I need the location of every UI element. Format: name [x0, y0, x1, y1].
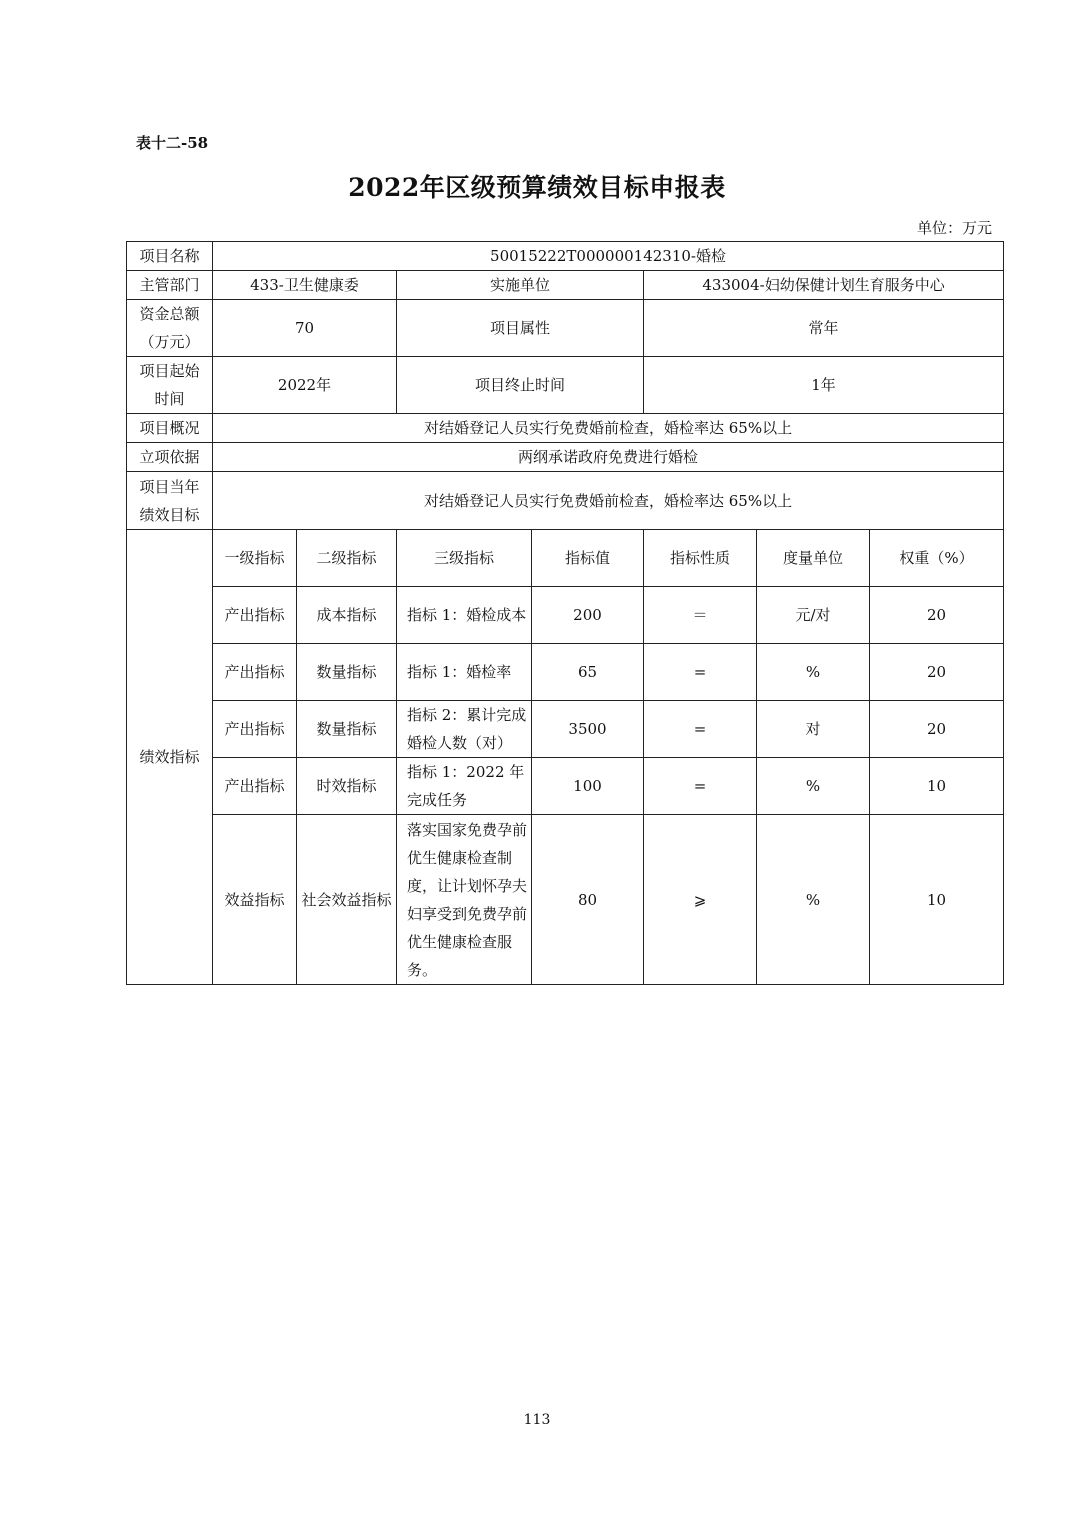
page-title: 2022年区级预算绩效目标申报表 — [348, 173, 726, 202]
table-number: 表十二-58 — [136, 134, 209, 152]
weight-cell: 20 — [870, 644, 1004, 701]
attr-value: 常年 — [644, 300, 1004, 357]
overview-value: 对结婚登记人员实行免费婚前检查，婚检率达 65%以上 — [213, 414, 1004, 443]
level2-cell: 时效指标 — [297, 758, 397, 815]
header-weight: 权重（%） — [870, 530, 1004, 587]
header-level1: 一级指标 — [213, 530, 297, 587]
level2-cell: 成本指标 — [297, 587, 397, 644]
start-value: 2022年 — [213, 357, 397, 414]
weight-cell: 20 — [870, 587, 1004, 644]
fund-label: 资金总额 （万元） — [127, 300, 213, 357]
value-cell: 65 — [532, 644, 644, 701]
level1-cell: 产出指标 — [213, 758, 297, 815]
weight-cell: 20 — [870, 701, 1004, 758]
level3-cell: 指标 2：累计完成婚检人数（对） — [397, 701, 532, 758]
impl-value: 433004-妇幼保健计划生育服务中心 — [644, 271, 1004, 300]
level3-cell: 指标 1：婚检率 — [397, 644, 532, 701]
unit-cell: % — [757, 815, 870, 985]
budget-performance-table — [126, 241, 1004, 985]
unit-cell: % — [757, 758, 870, 815]
level3-cell: 落实国家免费孕前优生健康检查制度，让计划怀孕夫妇享受到免费孕前优生健康检查服务。 — [397, 815, 532, 985]
weight-cell: 10 — [870, 815, 1004, 985]
overview-label: 项目概况 — [127, 414, 213, 443]
table-row — [127, 758, 1004, 815]
end-label: 项目终止时间 — [397, 357, 644, 414]
header-value: 指标值 — [532, 530, 644, 587]
level1-cell: 产出指标 — [213, 701, 297, 758]
basis-label: 立项依据 — [127, 443, 213, 472]
level2-cell: 数量指标 — [297, 701, 397, 758]
end-value: 1年 — [644, 357, 1004, 414]
nature-cell: = — [644, 758, 757, 815]
nature-cell: = — [644, 701, 757, 758]
dept-label: 主管部门 — [127, 271, 213, 300]
value-cell: 200 — [532, 587, 644, 644]
level1-cell: 效益指标 — [213, 815, 297, 985]
level2-cell: 社会效益指标 — [297, 815, 397, 985]
impl-label: 实施单位 — [397, 271, 644, 300]
table-row — [127, 644, 1004, 701]
nature-cell: = — [644, 644, 757, 701]
header-level2: 二级指标 — [297, 530, 397, 587]
unit-cell: % — [757, 644, 870, 701]
goal-value: 对结婚登记人员实行免费婚前检查，婚检率达 65%以上 — [213, 472, 1004, 530]
table-row — [127, 701, 1004, 758]
value-cell: 100 — [532, 758, 644, 815]
level1-cell: 产出指标 — [213, 587, 297, 644]
value-cell: 3500 — [532, 701, 644, 758]
nature-cell: ⩾ — [644, 815, 757, 985]
header-level3: 三级指标 — [397, 530, 532, 587]
weight-cell: 10 — [870, 758, 1004, 815]
unit-label: 单位：万元 — [916, 219, 992, 237]
level3-cell: 指标 1：2022 年完成任务 — [397, 758, 532, 815]
table-row — [127, 587, 1004, 644]
perf-label: 绩效指标 — [127, 530, 213, 985]
basis-value: 两纲承诺政府免费进行婚检 — [213, 443, 1004, 472]
header-nature: 指标性质 — [644, 530, 757, 587]
attr-label: 项目属性 — [397, 300, 644, 357]
level2-cell: 数量指标 — [297, 644, 397, 701]
unit-cell: 元/对 — [757, 587, 870, 644]
header-unit: 度量单位 — [757, 530, 870, 587]
project-name-value: 50015222T000000142310-婚检 — [213, 242, 1004, 271]
unit-cell: 对 — [757, 701, 870, 758]
project-name-label: 项目名称 — [127, 242, 213, 271]
dept-value: 433-卫生健康委 — [213, 271, 397, 300]
level1-cell: 产出指标 — [213, 644, 297, 701]
nature-cell: ＝ — [644, 587, 757, 644]
fund-value: 70 — [213, 300, 397, 357]
level3-cell: 指标 1：婚检成本 — [397, 587, 532, 644]
page-number: 113 — [523, 1412, 551, 1428]
start-label: 项目起始 时间 — [127, 357, 213, 414]
goal-label: 项目当年 绩效目标 — [127, 472, 213, 530]
table-row — [127, 815, 1004, 985]
value-cell: 80 — [532, 815, 644, 985]
